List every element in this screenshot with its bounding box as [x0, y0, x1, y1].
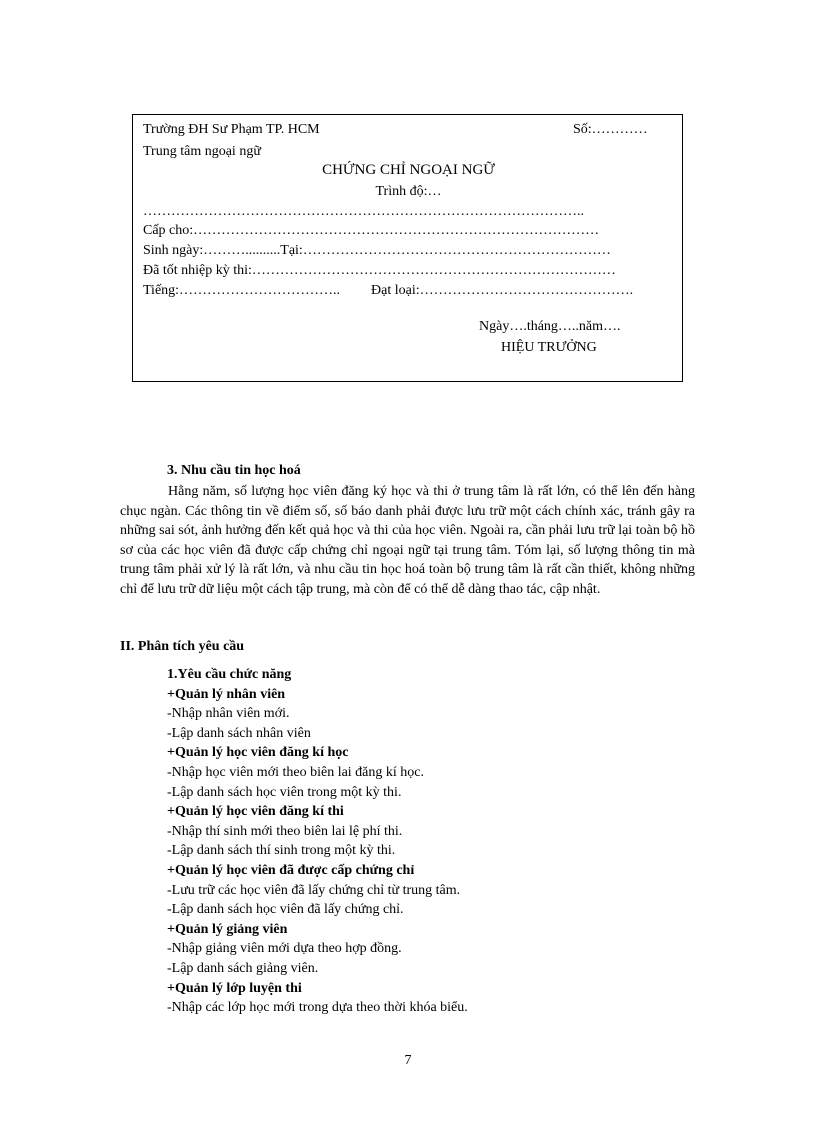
section3-heading: 3. Nhu cầu tin học hoá — [167, 463, 301, 478]
requirement-item: -Lập danh sách nhân viên — [167, 725, 311, 741]
requirement-item: -Lập danh sách học viên đã lấy chứng chỉ. — [167, 902, 404, 918]
date-line: Ngày….tháng…..năm…. — [479, 319, 621, 334]
requirement-item: -Nhập giảng viên mới dựa theo hợp đồng. — [167, 941, 402, 957]
graduated-info: Đã tốt nhiệp kỳ thi:…………………………………………………………………… — [143, 263, 616, 278]
birth-info: Sinh ngày:………..........Tại:………………………………………………………… — [143, 243, 611, 258]
language-field: Tiếng:…………………………….. — [143, 283, 341, 298]
section3-paragraph: Hằng năm, số lượng học viên đăng ký học và thi ở trung tâm là rất lớn, có thể lên đến hàng chục ngàn. Các thông tin về điểm số, số báo danh phải được lưu trữ một cách chính xác, tránh gây ra những sai sót, ảnh hưởng đến kết quả học và thi của học viên. Ngoài ra, cần phải lưu trữ lại toàn bộ hồ sơ của các học viên đã được cấp chứng chỉ ngoại ngữ tại trung tâm. Tóm lại, số lượng thông tin mà trung tâm phải xử lý là rất lớn, và nhu cầu tin học hoá toàn bộ trung tâm là rất cần thiết, không những chỉ để lưu trữ dữ liệu một cách tập trung, mà còn để có thể dễ dàng thao tác, cập nhật. — [120, 484, 695, 597]
requirement-item: -Lập danh sách giảng viên. — [167, 960, 319, 976]
signer-title: HIỆU TRƯỞNG — [501, 340, 597, 355]
section2-heading: II. Phân tích yêu cầu — [120, 639, 245, 654]
certificate-number: Số:………… — [573, 122, 648, 137]
requirement-heading: +Quản lý lớp luyện thi — [167, 980, 302, 996]
requirement-heading: 1.Yêu cầu chức năng — [167, 667, 292, 682]
requirement-heading: +Quản lý học viên đăng kí thi — [167, 804, 344, 820]
requirement-heading: +Quản lý nhân viên — [167, 686, 286, 702]
requirements-list — [167, 665, 468, 1018]
requirement-heading: +Quản lý giảng viên — [167, 921, 288, 937]
requirement-item: -Lưu trữ các học viên đã lấy chứng chỉ từ trung tâm. — [167, 882, 461, 898]
requirement-item: -Lập danh sách học viên trong một kỳ thi. — [167, 784, 402, 800]
certificate-level: Trình độ:… — [375, 184, 442, 199]
requirement-item: -Nhập nhân viên mới. — [167, 706, 290, 722]
page-number: 7 — [404, 1053, 412, 1068]
requirement-heading: +Quản lý học viên đăng kí học — [167, 745, 349, 761]
requirement-item: -Nhập các lớp học mới trong dựa theo thời khóa biểu. — [167, 1000, 468, 1016]
requirement-item: -Nhập thí sinh mới theo biên lai lệ phí thi. — [167, 823, 403, 839]
requirement-item: -Nhập học viên mới theo biên lai đăng kí học. — [167, 764, 425, 780]
certificate-box — [132, 114, 683, 382]
school-name: Trường ĐH Sư Phạm TP. HCM — [143, 122, 320, 137]
certificate-title: CHỨNG CHỈ NGOẠI NGỮ — [322, 162, 495, 178]
blank-line: ………………………………………………………………………………….. — [143, 204, 584, 219]
requirement-item: -Lập danh sách thí sinh trong một kỳ thi. — [167, 843, 396, 859]
center-name: Trung tâm ngoại ngữ — [143, 144, 261, 159]
requirement-heading: +Quản lý học viên đã được cấp chứng chỉ — [167, 862, 415, 878]
issued-to: Cấp cho:…………………………………………………………………………… — [143, 223, 600, 238]
grade-field: Đạt loại:………………………………………. — [371, 283, 634, 298]
